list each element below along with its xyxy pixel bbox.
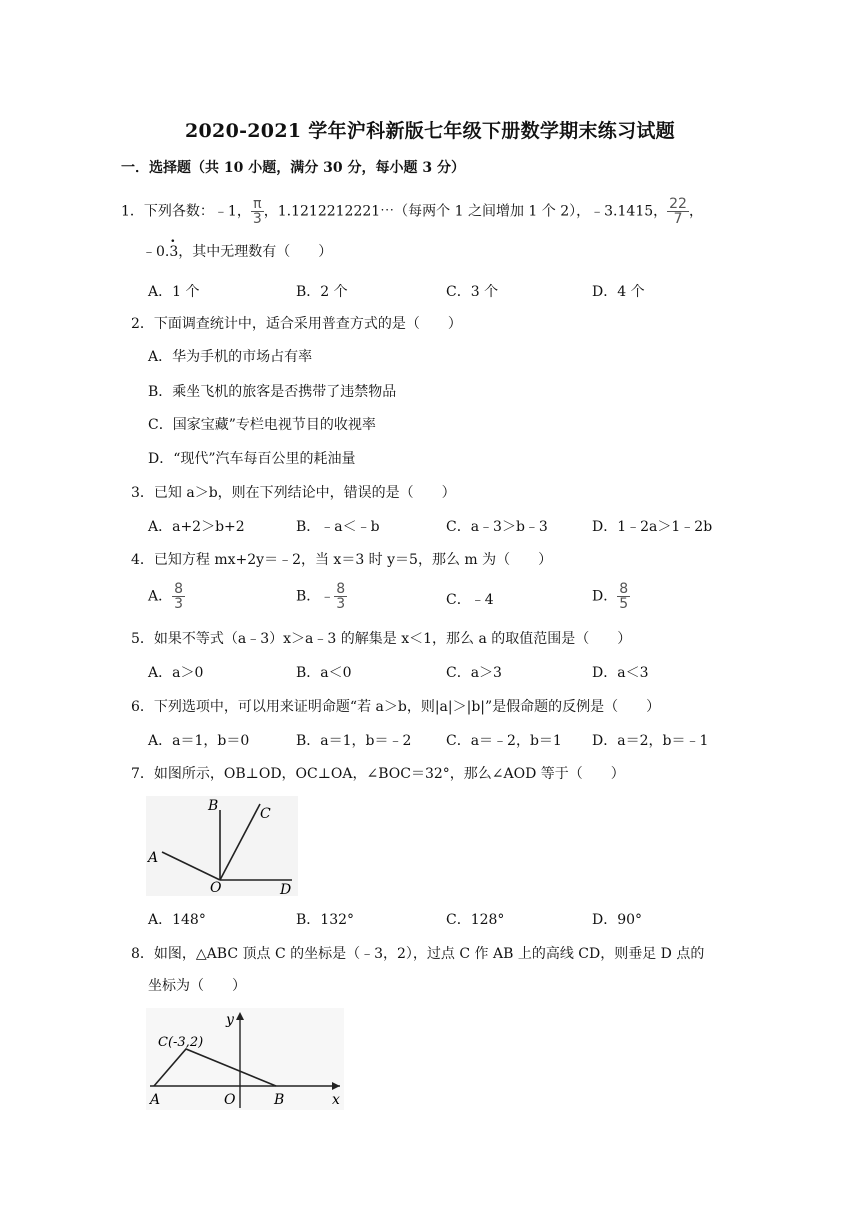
q2-option-c: C．国家宝藏”专栏电视节目的收视率 <box>148 417 376 433</box>
label-o: O <box>210 880 222 896</box>
fraction-pi-over-3: $\frac{\pi}{3}$ <box>252 196 262 227</box>
label-x: x <box>332 1092 340 1108</box>
label-o: O <box>224 1092 236 1108</box>
section-heading: 一．选择题（共 10 小题，满分 30 分，每小题 3 分） <box>121 160 465 176</box>
label-c-coord: C(-3,2) <box>158 1035 204 1050</box>
question-8-stem-line-1: 8．如图，△ABC 顶点 C 的坐标是（﹣3，2），过点 C 作 AB 上的高线 CD，则垂足 D 点的 <box>131 946 705 962</box>
question-7-stem: 7．如图所示，OB⊥OD，OC⊥OA，∠BOC＝32°，那么∠AOD 等于（ ） <box>131 766 625 782</box>
question-3-stem: 3．已知 a＞b，则在下列结论中，错误的是（ ） <box>131 485 456 501</box>
q4-option-b: B．﹣ $\frac{8}{3}$ <box>296 581 346 612</box>
question-2-stem: 2．下面调查统计中，适合采用普查方式的是（ ） <box>131 316 462 332</box>
q3-option-c: C．a﹣3＞b﹣3 <box>446 519 548 535</box>
question-1-line-2 <box>142 242 332 262</box>
q2-option-a: A．华为手机的市场占有率 <box>148 349 313 365</box>
figure-background <box>146 1008 344 1110</box>
angle-figure <box>146 796 298 896</box>
q3-option-d: D．1﹣2a＞1﹣2b <box>592 519 713 535</box>
repeating-digit: . 3 <box>169 242 178 262</box>
coordinate-figure <box>146 1008 344 1110</box>
q3-option-a: A．a+2＞b+2 <box>148 519 245 535</box>
q6-option-c: C．a＝﹣2，b＝1 <box>446 733 562 749</box>
label-b: B <box>274 1092 285 1108</box>
label-a: A <box>150 1092 161 1108</box>
q1-option-b: B．2 个 <box>296 284 348 300</box>
q5-option-c: C．a＞3 <box>446 665 502 681</box>
q1-pre: 1．下列各数：﹣1， <box>121 203 251 220</box>
fraction-8-over-5: $\frac{8}{5}$ <box>619 581 629 612</box>
q4-option-a: A． $\frac{8}{3}$ <box>148 581 184 612</box>
label-d: D <box>280 882 292 896</box>
q5-option-a: A．a＞0 <box>148 665 204 681</box>
q1-neg-decimal: ﹣0. <box>142 244 170 260</box>
q2-option-d: D．“现代”汽车每百公里的耗油量 <box>148 451 356 467</box>
q1-tail: ， <box>688 203 703 220</box>
q7-option-b: B．132° <box>296 912 355 928</box>
label-b: B <box>208 798 219 814</box>
question-5-stem: 5．如果不等式（a﹣3）x＞a﹣3 的解集是 x＜1，那么 a 的取值范围是（ ） <box>131 631 632 647</box>
q5-option-b: B．a＜0 <box>296 665 352 681</box>
label-y: y <box>226 1012 234 1028</box>
q4-option-c: C．﹣4 <box>446 592 494 608</box>
fraction-22-over-7: $\frac{22}{7}$ <box>669 196 687 227</box>
question-4-stem: 4．已知方程 mx+2y＝﹣2，当 x＝3 时 y＝5，那么 m 为（ ） <box>131 552 553 568</box>
q1-mid: ，1.1212212221⋯（每两个 1 之间增加 1 个 2），﹣3.1415， <box>263 203 668 220</box>
q1-option-a: A．1 个 <box>148 284 200 300</box>
q5-option-d: D．a＜3 <box>592 665 649 681</box>
q6-option-b: B．a＝1，b＝﹣2 <box>296 733 412 749</box>
q2-option-b: B．乘坐飞机的旅客是否携带了违禁物品 <box>148 384 397 400</box>
q1-option-d: D．4 个 <box>592 284 645 300</box>
q7-option-d: D．90° <box>592 912 643 928</box>
question-1-line-1 <box>121 197 703 226</box>
fraction-8-over-3: $\frac{8}{3}$ <box>174 581 184 612</box>
q3-option-b: B．﹣a＜﹣b <box>296 519 380 535</box>
question-8-stem-line-2: 坐标为（ ） <box>148 978 246 994</box>
q4-option-d: D． $\frac{8}{5}$ <box>592 581 629 612</box>
question-6-stem: 6．下列选项中，可以用来证明命题“若 a＞b，则|a|＞|b|”是假命题的反例是（ ） <box>131 699 661 715</box>
q7-option-a: A．148° <box>148 912 206 928</box>
figure-background <box>146 796 298 896</box>
q1-option-c: C．3 个 <box>446 284 499 300</box>
q1-question: ，其中无理数有（ ） <box>178 244 333 260</box>
q6-option-a: A．a＝1，b＝0 <box>148 733 250 749</box>
q6-option-d: D．a＝2，b＝﹣1 <box>592 733 709 749</box>
label-c: C <box>260 806 271 822</box>
fraction-8-over-3: $\frac{8}{3}$ <box>336 581 346 612</box>
q7-option-c: C．128° <box>446 912 505 928</box>
label-a: A <box>148 850 159 866</box>
page-title: 2020-2021 学年沪科新版七年级下册数学期末练习试题 <box>185 120 675 142</box>
